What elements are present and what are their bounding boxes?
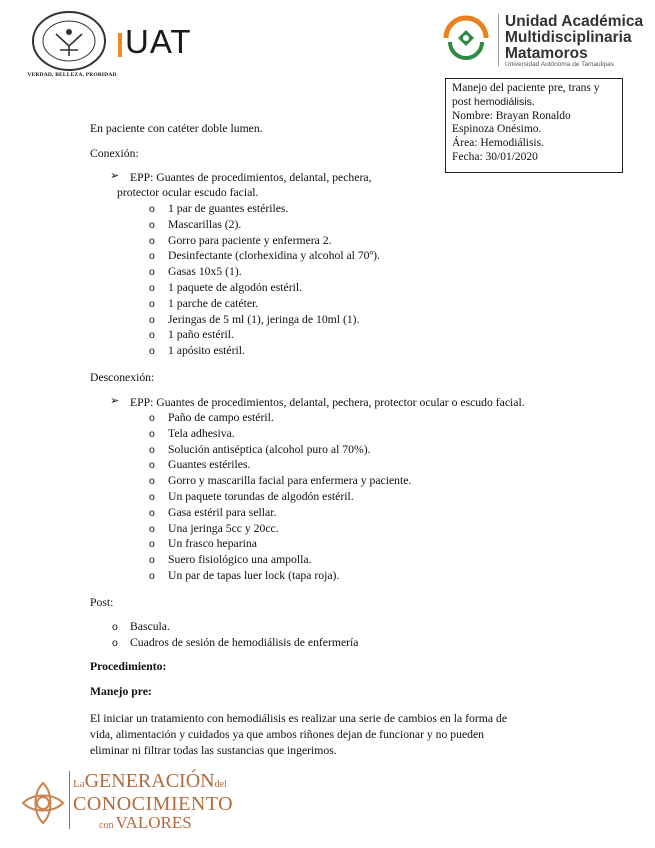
desconexion-item: Un par de tapas luer lock (tapa roja). xyxy=(168,569,340,582)
list-bullet-icon: o xyxy=(149,234,155,247)
list-bullet-icon: o xyxy=(149,570,155,582)
info-topic: Manejo del paciente pre, trans y xyxy=(452,82,600,94)
conexion-item: 1 parche de catéter. xyxy=(168,296,259,310)
info-dot: . xyxy=(531,95,535,108)
conexion-item: 1 apósito estéril. xyxy=(168,344,245,358)
intro-text: En paciente con catéter doble lumen. xyxy=(90,122,263,135)
list-bullet-icon: o xyxy=(149,506,155,519)
desconexion-item: Guantes estériles. xyxy=(168,458,251,472)
paragraph-line: vida, alimentación y cuidados ya que ambos riñones dejan de funcionar y no pueden xyxy=(90,728,485,741)
desconexion-item: Una jeringa 5cc y 20cc. xyxy=(168,521,279,535)
conexion-item: Gorro para paciente y enfermera 2. xyxy=(168,233,332,247)
info-topic-cont xyxy=(452,96,616,110)
procedimiento-heading: Procedimiento: xyxy=(90,660,167,673)
list-bullet-icon: o xyxy=(149,459,155,472)
info-post: post xyxy=(452,95,475,108)
unit-title-line2: Multidisciplinaria xyxy=(505,29,632,46)
desconexion-item: Solución antiséptica (alcohol puro al 70%). xyxy=(168,442,371,456)
conexion-item: 1 par de guantes estériles. xyxy=(168,202,289,215)
footer-la: La xyxy=(73,778,85,790)
list-bullet-icon: o xyxy=(149,218,155,231)
list-bullet-icon: o xyxy=(149,475,155,488)
arrow-bullet-icon: ➢ xyxy=(110,170,120,182)
post-item: Bascula. xyxy=(130,620,170,633)
list-bullet-icon: o xyxy=(149,345,155,358)
footer-conocimiento: CONOCIMIENTO xyxy=(73,793,234,815)
unit-divider xyxy=(498,14,499,66)
list-bullet-icon: o xyxy=(149,313,155,326)
list-bullet-icon: o xyxy=(149,443,155,456)
post-heading: Post: xyxy=(90,596,114,609)
list-bullet-icon: o xyxy=(149,203,155,215)
footer-valores: VALORES xyxy=(115,813,192,832)
footer-del: del xyxy=(214,779,227,790)
uat-wordmark: UAT xyxy=(125,23,192,60)
generacion-emblem-icon xyxy=(18,778,68,828)
unit-title-line1: Unidad Académica xyxy=(505,13,644,30)
footer-generacion: GENERACIÓN xyxy=(84,770,215,792)
conexion-item: Jeringas de 5 ml (1), jeringa de 10ml (1). xyxy=(168,312,360,326)
footer-divider xyxy=(69,771,70,829)
paragraph-line: El iniciar un tratamiento con hemodiálisis es realizar una serie de cambios en la forma de xyxy=(90,712,508,725)
conexion-item: Mascarillas (2). xyxy=(168,217,242,231)
desconexion-item: Gasa estéril para sellar. xyxy=(168,505,277,519)
desconexion-epp: EPP: Guantes de procedimientos, delantal, pechera, protector ocular o escudo facial. xyxy=(130,396,525,409)
list-bullet-icon: o xyxy=(149,282,155,294)
conexion-item: 1 paño estéril. xyxy=(168,328,234,342)
info-date: Fecha: 30/01/2020 xyxy=(452,150,538,163)
list-bullet-icon: o xyxy=(149,329,155,342)
conexion-epp-line2: protector ocular escudo facial. xyxy=(117,186,259,199)
seal-motto: VERDAD, BELLEZA, PROBIDAD xyxy=(27,72,117,78)
unit-logo-icon xyxy=(440,12,492,64)
desconexion-item: Gorro y mascarilla facial para enfermera y paciente. xyxy=(168,474,412,488)
info-name: Nombre: Brayan Ronaldo xyxy=(452,109,571,122)
conexion-item: 1 paquete de algodón estéril. xyxy=(168,281,303,294)
conexion-item: Desinfectante (clorhexidina y alcohol al 70º). xyxy=(168,249,380,263)
desconexion-item: Paño de campo estéril. xyxy=(168,411,274,424)
list-bullet-icon: o xyxy=(149,427,155,440)
conexion-item: Gasas 10x5 (1). xyxy=(168,265,242,279)
info-hemodialisis: hemodiálisis xyxy=(474,95,532,108)
uat-seal-logo xyxy=(30,10,108,72)
list-bullet-icon: o xyxy=(149,554,155,567)
desconexion-item: Suero fisiológico una ampolla. xyxy=(168,553,312,567)
desconexion-item: Tela adhesiva. xyxy=(168,426,235,440)
list-bullet-icon: o xyxy=(112,621,118,633)
manejo-pre-heading: Manejo pre: xyxy=(90,685,152,698)
unit-subtitle: Universidad Autónoma de Tamaulipas xyxy=(505,61,615,68)
conexion-epp-line1: EPP: Guantes de procedimientos, delantal, pechera, xyxy=(130,171,372,184)
list-bullet-icon: o xyxy=(149,491,155,503)
footer-wordmark xyxy=(73,772,273,835)
post-item: Cuadros de sesión de hemodiálisis de enfermería xyxy=(130,635,359,649)
list-bullet-icon: o xyxy=(112,636,118,649)
info-box xyxy=(445,78,623,173)
desconexion-item: Un paquete torundas de algodón estéril. xyxy=(168,490,354,503)
unit-title-line3: Matamoros xyxy=(505,45,588,62)
footer-con: con xyxy=(99,820,114,831)
arrow-bullet-icon: ➢ xyxy=(110,395,120,407)
info-area: Área: Hemodiálisis. xyxy=(452,137,544,150)
list-bullet-icon: o xyxy=(149,297,155,310)
desconexion-heading: Desconexión: xyxy=(90,371,155,384)
paragraph-line: eliminar ni filtrar todas las sustancias que ingerimos. xyxy=(90,744,337,757)
list-bullet-icon: o xyxy=(149,250,155,263)
list-bullet-icon: o xyxy=(149,266,155,279)
uat-accent-bar xyxy=(118,33,122,57)
info-surname: Espinoza Onésimo. xyxy=(452,123,542,136)
list-bullet-icon: o xyxy=(149,412,155,424)
conexion-heading: Conexión: xyxy=(90,147,139,160)
desconexion-item: Un frasco heparina xyxy=(168,537,257,551)
list-bullet-icon: o xyxy=(149,538,155,551)
list-bullet-icon: o xyxy=(149,522,155,535)
